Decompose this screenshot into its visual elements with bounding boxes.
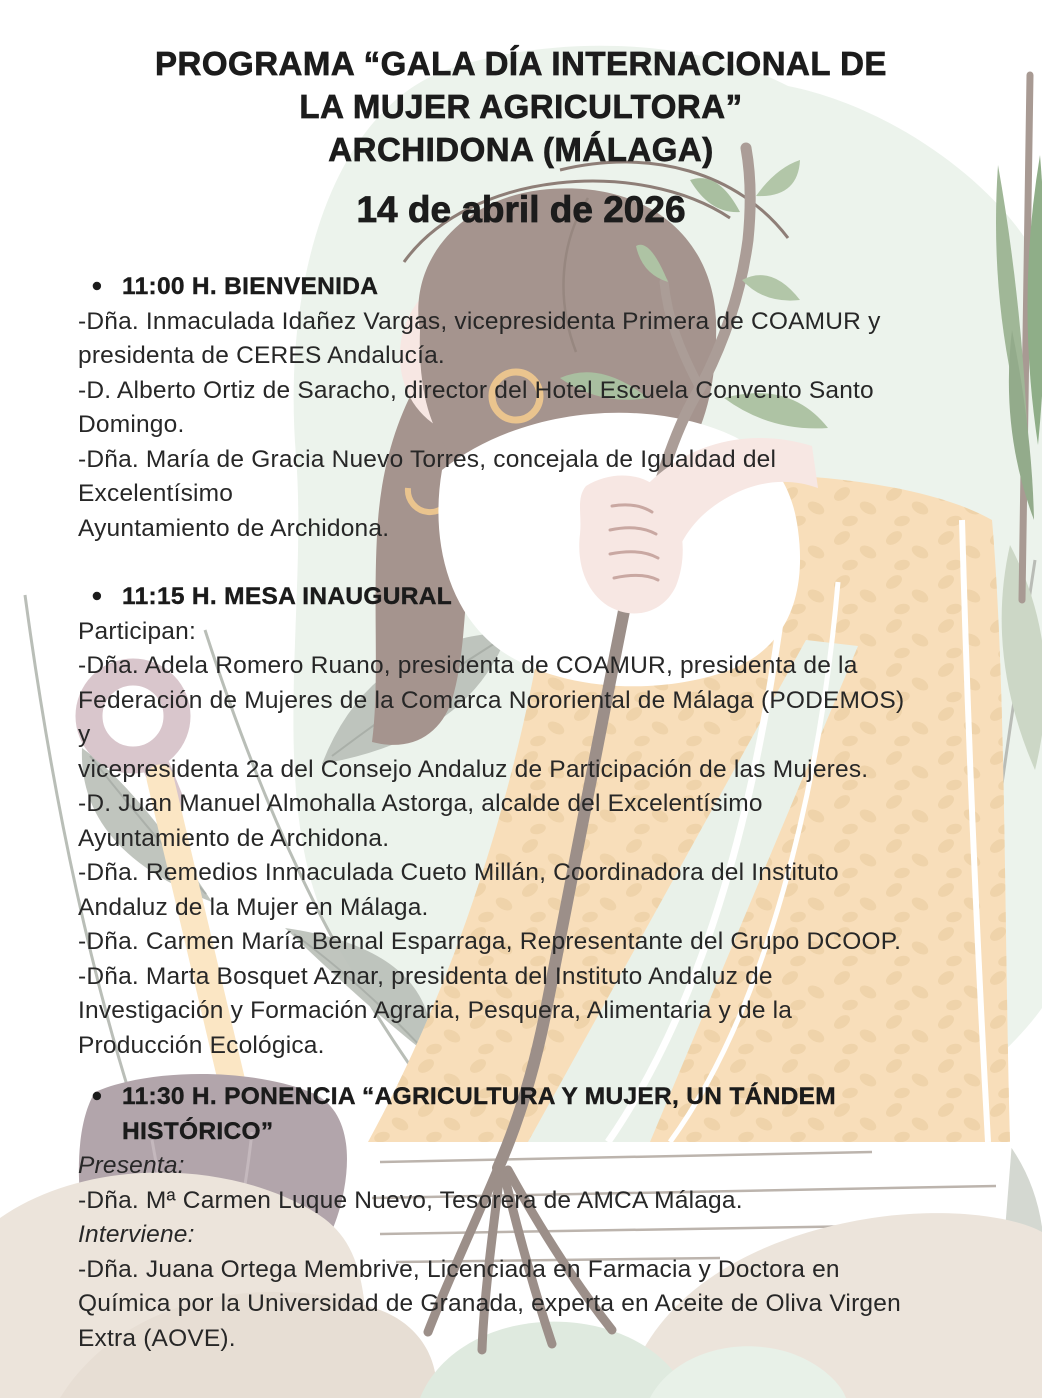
program-line: Andaluz de la Mujer en Málaga. [78,893,429,921]
program-section [78,270,978,546]
program-line: vicepresidenta 2a del Consejo Andaluz de Participación de las Mujeres. [78,755,869,783]
program-line: Extra (AOVE). [78,1324,236,1352]
bullet-dot-icon [92,1079,102,1116]
program-line: Excelentísimo [78,480,234,507]
program-line: -D. Alberto Ortiz de Saracho, director del Hotel Escuela Convento Santo [78,376,874,404]
bullet-dot-icon [92,269,102,306]
program-line: Producción Ecológica. [78,1031,325,1059]
section-heading: • 11:30 H. PONENCIA “AGRICULTURA Y MUJER, UN TÁNDEM HISTÓRICO” [78,1080,978,1149]
program-line: presidenta de CERES Andalucía. [78,342,445,369]
program-line: Ayuntamiento de Archidona. [78,514,390,542]
page-title [0,42,1042,171]
program-line: -Dña. Carmen María Bernal Esparraga, Representante del Grupo DCOOP. [78,928,902,955]
title-line: ARCHIDONA (MÁLAGA) [328,131,714,168]
program-section [78,580,978,1063]
program-line: -D. Juan Manuel Almohalla Astorga, alcalde del Excelentísimo [78,790,763,817]
section-heading: • 11:15 H. MESA INAUGURAL [78,580,978,615]
title-line: PROGRAMA “GALA DÍA INTERNACIONAL DE [155,45,887,82]
program-line: -Dña. Remedios Inmaculada Cueto Millán, Coordinadora del Instituto [78,859,839,886]
program-line: -Dña. Mª Carmen Luque Nuevo, Tesorera de AMCA Málaga. [78,1186,743,1214]
program-line: Federación de Mujeres de la Comarca Nororiental de Málaga (PODEMOS) [78,686,905,714]
program-line: Interviene: [78,1221,195,1248]
program-section [78,1080,978,1356]
flyer-header [0,42,1042,233]
title-line: LA MUJER AGRICULTORA” [299,88,743,125]
program-line: Investigación y Formación Agraria, Pesquera, Alimentaria y de la [78,997,793,1024]
event-date: 14 de abril de 2026 [356,189,686,230]
program-line: -Dña. Juana Ortega Membrive, Licenciada en Farmacia y Doctora en [78,1255,840,1283]
program-line: Ayuntamiento de Archidona. [78,824,390,852]
program-line: -Dña. Adela Romero Ruano, presidenta de COAMUR, presidenta de la [78,652,858,679]
program-line: Participan: [78,617,196,645]
program-line: Presenta: [78,1152,185,1179]
section-heading: • 11:00 H. BIENVENIDA [78,270,978,305]
program-sections [78,270,978,1390]
program-line: -Dña. Marta Bosquet Aznar, presidenta del Instituto Andaluz de [78,962,773,990]
program-line: -Dña. María de Gracia Nuevo Torres, concejala de Igualdad del [78,445,777,473]
program-line: Domingo. [78,411,185,438]
program-line: y [78,721,91,748]
program-line: -Dña. Inmaculada Idañez Vargas, vicepresidenta Primera de COAMUR y [78,307,881,335]
program-line: Química por la Universidad de Granada, experta en Aceite de Oliva Virgen [78,1290,901,1317]
bullet-dot-icon [92,579,102,616]
